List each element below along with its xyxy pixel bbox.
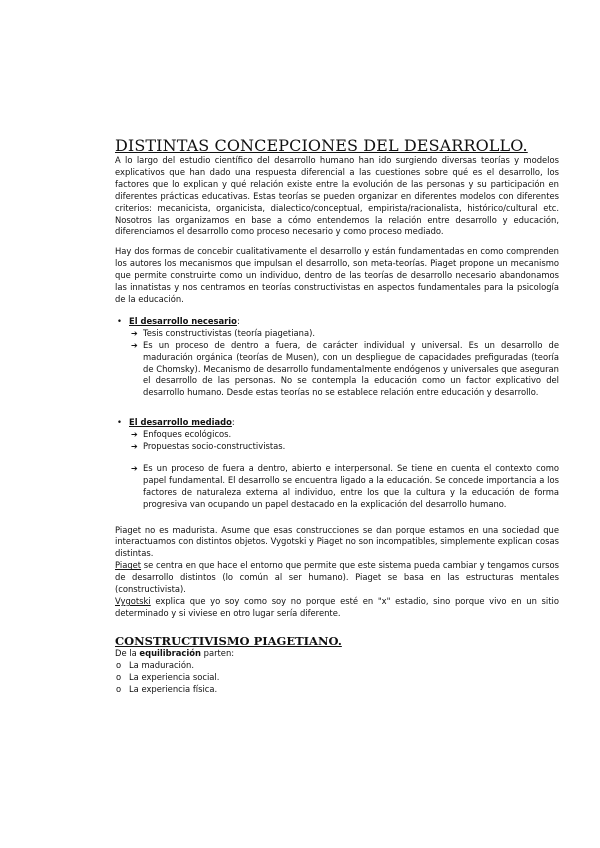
arrow-right-icon: ➔ (131, 430, 138, 440)
list-item: o La experiencia social. (116, 671, 220, 682)
arrow-right-icon: ➔ (131, 340, 138, 350)
list-item: ➔ Es un proceso de fuera a dentro, abierto e interpersonal. Se tiene en cuenta el contexto como papel fundamental. El desarrollo se encuentra ligado a la educación. Se concede importancia a los factores de naturaleza externa al individuo, entre los que la cultura y la educación de forma progresiva van ocupando un papel destacado en la explicación del desarrollo humano. (131, 462, 559, 509)
piaget-vygotski-paragraph: Piaget no es madurista. Asume que esas construcciones se dan porque estamos en una sociedad que interactuamos con distintos objetos. Vygotski y Piaget no son incompatibles, simplemente explican cosas distintas. (115, 524, 559, 559)
circle-bullet-icon: o (116, 671, 122, 682)
equilibracion-term: equilibración (139, 647, 201, 658)
mediado-heading (115, 417, 559, 429)
piaget-paragraph: Piaget se centra en que hace el entorno que permite que este sistema pueda cambiar y tengamos cursos de desarrollo distintos (lo común al ser humano). Piaget se basa en las estructuras mentales (constructivista). (115, 560, 559, 595)
list-item: ➔ Propuestas socio-constructivistas. (131, 441, 286, 452)
arrow-right-icon: ➔ (131, 328, 138, 338)
vygotski-name: Vygotski (115, 596, 151, 606)
meta-theories-paragraph: Hay dos formas de concebir cualitativamente el desarrollo y están fundamentadas en como comprenden los autores los mecanismos que impulsan el desarrollo, son meta-teorías. Piaget propone un mecanismo que permite construirte como un individuo, dentro de las teorías de desarrollo necesario abandonamos las innatistas y nos centramos en teorías constructivistas en aspectos fundamentales para la psicología de la educación. (115, 246, 559, 304)
list-item: ➔ Es un proceso de dentro a fuera, de carácter individual y universal. Es un desarrollo de maduración orgánica (teorías de Musen), con un despliegue de capacidades prefiguradas (teoría de Chomsky). Mecanismo de desarrollo fundamentalmente endógenos y universales que aseguran el desarrollo de las personas. No se contempla la educación como un factor explicativo del desarrollo humano. Desde estas teorías no se establece relación entre educación y desarrollo. (131, 339, 559, 398)
necesario-heading (115, 316, 559, 328)
list-item: ➔ Enfoques ecológicos. (131, 429, 232, 440)
necesario-colon: : (236, 315, 240, 326)
arrow-right-icon: ➔ (131, 463, 138, 473)
necesario-label: El desarrollo necesario (129, 315, 237, 326)
intro-paragraph: A lo largo del estudio científico del desarrollo humano han ido surgiendo diversas teorías y modelos explicativos que han dado una respuesta diferencial a las cuestiones sobre qué es el desarrollo, los factores que lo explican y qué relación existe entre la evolución de las personas y su participación en diferentes prácticas educativas. Estas teorías se pueden organizar en diferentes modelos con diferentes criterios: mecanicista, organicista, dialectico/conceptual, empirista/racionalista, histórico/cultural etc. Nosotros las organizamos en base a cómo entendemos la relación entre desarrollo y educación, diferenciamos el desarrollo como proceso necesario y como proceso mediado. (115, 155, 559, 237)
mediado-colon: : (231, 417, 235, 428)
bullet-icon: • (117, 417, 122, 428)
circle-bullet-icon: o (116, 683, 122, 694)
mediado-label: El desarrollo mediado (129, 417, 232, 428)
list-item: ➔ Tesis constructivistas (teoría piagetiana). (131, 327, 316, 338)
list-item: o La maduración. (116, 659, 194, 670)
vygotski-paragraph: Vygotski explica que yo soy como soy no porque esté en "x" estadio, sino porque vivo en un sitio determinado y si viviese en otro lugar sería diferente. (115, 596, 559, 618)
arrow-right-icon: ➔ (131, 442, 138, 452)
equilibracion-line: De la equilibración parten: (115, 647, 235, 658)
list-item: o La experiencia física. (116, 683, 218, 694)
circle-bullet-icon: o (116, 659, 122, 670)
page-title: DISTINTAS CONCEPCIONES DEL DESARROLLO. (115, 136, 528, 155)
section-title: CONSTRUCTIVISMO PIAGETIANO. (115, 633, 342, 648)
piaget-name: Piaget (115, 560, 142, 571)
bullet-icon: • (117, 315, 122, 326)
document-content (115, 137, 559, 695)
